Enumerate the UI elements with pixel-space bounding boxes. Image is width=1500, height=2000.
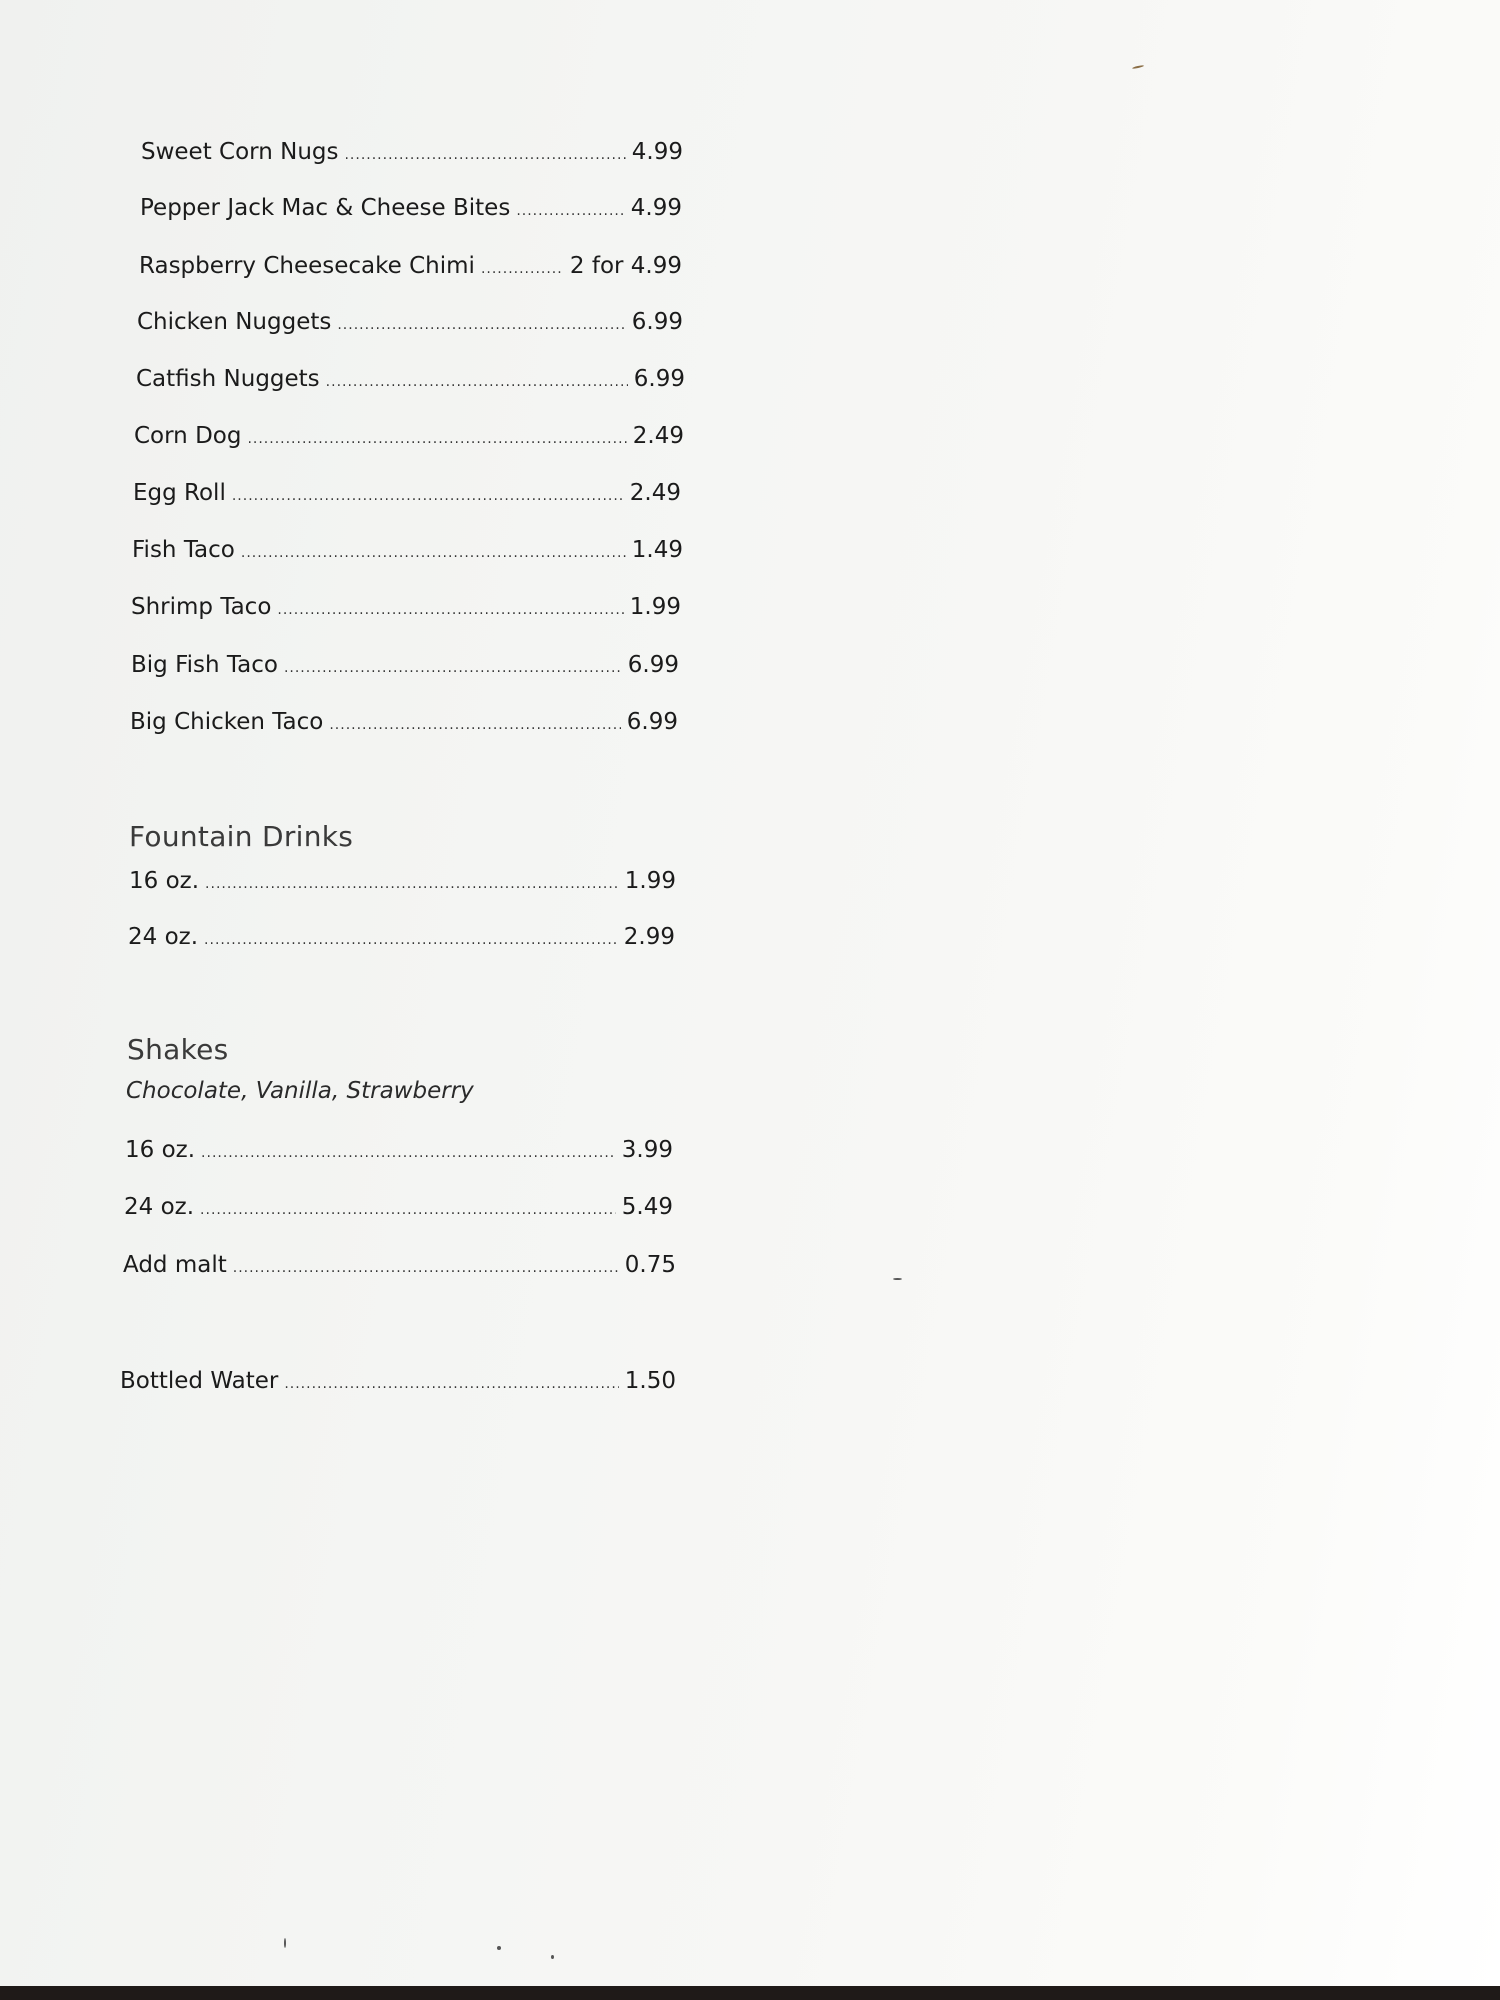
paper-speck [551, 1955, 554, 1959]
dot-leader [247, 424, 626, 454]
menu-item [123, 1250, 676, 1283]
section-title-fountain-drinks: Fountain Drinks [129, 820, 354, 853]
menu-item [131, 650, 679, 683]
item-name: Big Chicken Taco [130, 709, 324, 735]
item-price: 6.99 [626, 709, 678, 735]
paper-speck [497, 1946, 501, 1950]
dot-leader [344, 140, 625, 170]
menu-item [137, 307, 683, 340]
table-edge [0, 1986, 1500, 2000]
item-price: 6.99 [633, 366, 685, 392]
item-name: Sweet Corn Nugs [141, 139, 339, 165]
item-price: 6.99 [627, 652, 679, 678]
menu-item-bottled-water [120, 1366, 676, 1399]
menu-item [129, 866, 676, 899]
paper-speck [1132, 65, 1144, 69]
item-name: Big Fish Taco [131, 652, 278, 678]
item-name: 16 oz. [129, 868, 200, 894]
menu-item [124, 1192, 673, 1225]
dot-leader [284, 1369, 618, 1399]
menu-item [141, 137, 683, 170]
item-price: 3.99 [621, 1137, 673, 1163]
item-name: Egg Roll [133, 480, 226, 506]
dot-leader [232, 481, 624, 511]
dot-leader [205, 869, 619, 899]
item-price: 4.99 [630, 195, 682, 221]
item-name: 24 oz. [128, 924, 199, 950]
item-price: 1.49 [631, 537, 683, 563]
dot-leader [326, 367, 628, 397]
shake-flavors: Chocolate, Vanilla, Strawberry [126, 1078, 474, 1104]
item-name: Corn Dog [134, 423, 242, 449]
dot-leader [337, 310, 625, 340]
dot-leader [200, 1195, 616, 1225]
paper-speck [893, 1278, 902, 1280]
dot-leader [329, 710, 620, 740]
item-price: 1.50 [624, 1368, 676, 1394]
dot-leader [284, 653, 622, 683]
menu-item [134, 421, 684, 454]
dot-leader [201, 1138, 616, 1168]
item-name: Chicken Nuggets [137, 309, 332, 335]
item-name: Raspberry Cheesecake Chimi [139, 253, 475, 279]
item-price: 2.99 [623, 924, 675, 950]
dot-leader [516, 196, 624, 226]
item-price: 5.49 [621, 1194, 673, 1220]
menu-item [132, 535, 683, 568]
menu-item [128, 922, 675, 955]
item-name: 24 oz. [124, 1194, 195, 1220]
section-title-shakes: Shakes [127, 1033, 229, 1066]
dot-leader [277, 595, 623, 625]
menu-item [130, 707, 678, 740]
menu-item [131, 592, 681, 625]
item-price: 2.49 [632, 423, 684, 449]
item-name: Fish Taco [132, 537, 235, 563]
menu-item [139, 251, 682, 284]
item-name: Bottled Water [120, 1368, 279, 1394]
item-price: 2 for 4.99 [569, 253, 682, 279]
item-name: 16 oz. [125, 1137, 196, 1163]
menu-item [133, 478, 681, 511]
item-price: 6.99 [631, 309, 683, 335]
item-name: Pepper Jack Mac & Cheese Bites [140, 195, 511, 221]
dot-leader [481, 254, 564, 284]
menu-item [136, 364, 685, 397]
menu-item [140, 193, 682, 226]
item-price: 1.99 [629, 594, 681, 620]
dot-leader [241, 538, 626, 568]
paper-speck [284, 1938, 286, 1948]
item-name: Catfish Nuggets [136, 366, 320, 392]
menu-item [125, 1135, 673, 1168]
item-price: 4.99 [631, 139, 683, 165]
item-name: Add malt [123, 1252, 227, 1278]
dot-leader [204, 925, 618, 955]
item-price: 0.75 [624, 1252, 676, 1278]
item-price: 2.49 [629, 480, 681, 506]
item-price: 1.99 [624, 868, 676, 894]
dot-leader [233, 1253, 619, 1283]
item-name: Shrimp Taco [131, 594, 272, 620]
